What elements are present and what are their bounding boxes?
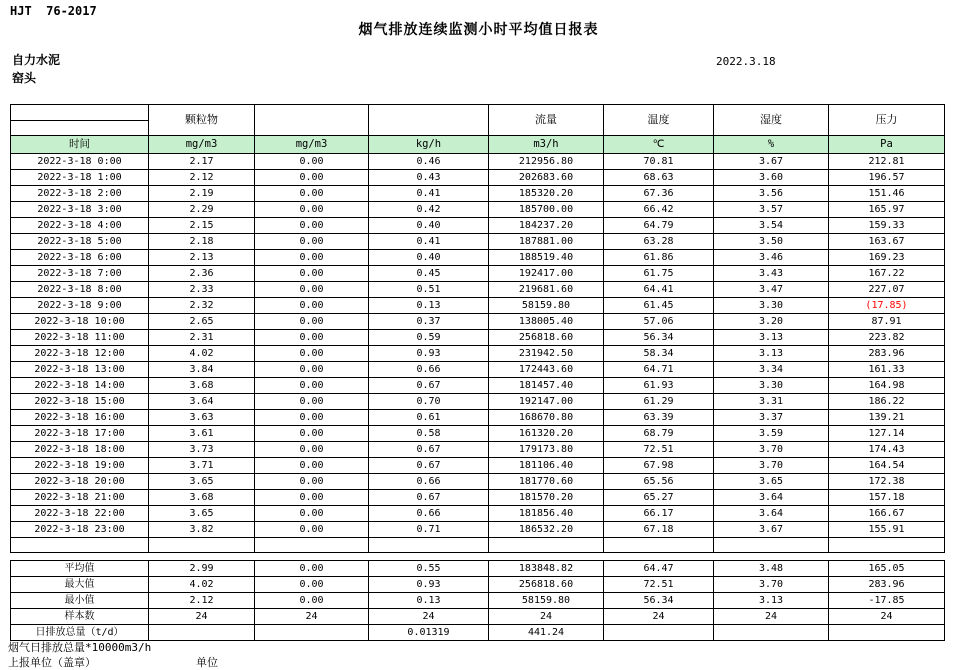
summary-value-cell [149, 625, 255, 641]
value-cell: 192417.00 [489, 266, 604, 282]
value-cell: 3.50 [714, 234, 829, 250]
value-cell: 167.22 [829, 266, 945, 282]
value-cell: 66.17 [604, 506, 714, 522]
value-cell: 3.56 [714, 186, 829, 202]
value-cell: 0.00 [255, 234, 369, 250]
table-row [11, 234, 945, 250]
table-row [11, 154, 945, 170]
summary-value-cell: 165.05 [829, 561, 945, 577]
summary-value-cell: 24 [714, 609, 829, 625]
value-cell: 3.13 [714, 330, 829, 346]
summary-value-cell: 283.96 [829, 577, 945, 593]
time-cell: 2022-3-18 18:00 [11, 442, 149, 458]
value-cell: 61.93 [604, 378, 714, 394]
value-cell: 0.40 [369, 218, 489, 234]
value-cell: 196.57 [829, 170, 945, 186]
table-row [11, 346, 945, 362]
unit-mg-m3-2: mg/m3 [255, 136, 369, 154]
value-cell: 3.13 [714, 346, 829, 362]
value-cell: 0.42 [369, 202, 489, 218]
time-cell: 2022-3-18 23:00 [11, 522, 149, 538]
value-cell: 231942.50 [489, 346, 604, 362]
value-cell: 0.00 [255, 346, 369, 362]
value-cell: 3.68 [149, 378, 255, 394]
value-cell: 0.70 [369, 394, 489, 410]
unit-pa: Pa [829, 136, 945, 154]
table-row [11, 266, 945, 282]
table-row [11, 410, 945, 426]
header-humidity: 湿度 [714, 105, 829, 136]
value-cell: 168670.80 [489, 410, 604, 426]
value-cell: 0.00 [255, 394, 369, 410]
value-cell: 57.06 [604, 314, 714, 330]
value-cell: 0.00 [255, 506, 369, 522]
value-cell: 192147.00 [489, 394, 604, 410]
value-cell: 3.73 [149, 442, 255, 458]
value-cell: 0.67 [369, 458, 489, 474]
value-cell: 0.00 [255, 362, 369, 378]
summary-value-cell: 0.01319 [369, 625, 489, 641]
summary-row [11, 561, 945, 577]
unit-label: 单位 [196, 657, 218, 669]
value-cell: 3.64 [149, 394, 255, 410]
value-cell: 212.81 [829, 154, 945, 170]
header-particulate: 颗粒物 [149, 105, 255, 136]
value-cell: 0.00 [255, 330, 369, 346]
value-cell: 172.38 [829, 474, 945, 490]
value-cell: 165.97 [829, 202, 945, 218]
value-cell: 0.00 [255, 458, 369, 474]
time-cell: 2022-3-18 2:00 [11, 186, 149, 202]
value-cell: 185320.20 [489, 186, 604, 202]
value-cell: 0.45 [369, 266, 489, 282]
value-cell: 2.36 [149, 266, 255, 282]
value-cell: 0.00 [255, 298, 369, 314]
time-cell: 2022-3-18 5:00 [11, 234, 149, 250]
header-temperature: 温度 [604, 105, 714, 136]
value-cell: 283.96 [829, 346, 945, 362]
time-cell: 2022-3-18 3:00 [11, 202, 149, 218]
value-cell: 164.54 [829, 458, 945, 474]
value-cell: 3.61 [149, 426, 255, 442]
summary-value-cell: 441.24 [489, 625, 604, 641]
value-cell: 61.29 [604, 394, 714, 410]
table-row [11, 314, 945, 330]
blank-row [11, 538, 945, 553]
value-cell: 0.67 [369, 378, 489, 394]
value-cell: 0.00 [255, 474, 369, 490]
value-cell: 181856.40 [489, 506, 604, 522]
table-row [11, 170, 945, 186]
table-row [11, 298, 945, 314]
value-cell: 151.46 [829, 186, 945, 202]
value-cell: 0.41 [369, 234, 489, 250]
summary-value-cell: 0.55 [369, 561, 489, 577]
value-cell: 0.00 [255, 170, 369, 186]
value-cell: 87.91 [829, 314, 945, 330]
value-cell: 66.42 [604, 202, 714, 218]
value-cell: 0.00 [255, 202, 369, 218]
table-row [11, 218, 945, 234]
summary-value-cell: 3.13 [714, 593, 829, 609]
table-row [11, 394, 945, 410]
value-cell: 3.54 [714, 218, 829, 234]
table-row [11, 474, 945, 490]
value-cell: 61.86 [604, 250, 714, 266]
table-row [11, 426, 945, 442]
table-row [11, 490, 945, 506]
value-cell: 68.79 [604, 426, 714, 442]
time-cell: 2022-3-18 11:00 [11, 330, 149, 346]
summary-row [11, 609, 945, 625]
table-row [11, 186, 945, 202]
summary-value-cell: 24 [255, 609, 369, 625]
value-cell: 3.47 [714, 282, 829, 298]
time-cell: 2022-3-18 8:00 [11, 282, 149, 298]
value-cell: 3.20 [714, 314, 829, 330]
summary-value-cell: 3.70 [714, 577, 829, 593]
value-cell: 0.58 [369, 426, 489, 442]
value-cell: 65.27 [604, 490, 714, 506]
value-cell: 3.57 [714, 202, 829, 218]
value-cell: 61.75 [604, 266, 714, 282]
value-cell: 2.15 [149, 218, 255, 234]
value-cell: 3.59 [714, 426, 829, 442]
table-row [11, 330, 945, 346]
time-cell: 2022-3-18 21:00 [11, 490, 149, 506]
summary-value-cell: 24 [489, 609, 604, 625]
table-row [11, 522, 945, 538]
summary-value-cell: 3.48 [714, 561, 829, 577]
value-cell: 187881.00 [489, 234, 604, 250]
value-cell: 3.37 [714, 410, 829, 426]
value-cell: 0.67 [369, 442, 489, 458]
value-cell: 61.45 [604, 298, 714, 314]
summary-value-cell: 64.47 [604, 561, 714, 577]
value-cell: 181570.20 [489, 490, 604, 506]
value-cell: 2.13 [149, 250, 255, 266]
value-cell: 0.00 [255, 410, 369, 426]
value-cell: 139.21 [829, 410, 945, 426]
value-cell: 3.60 [714, 170, 829, 186]
value-cell: 0.59 [369, 330, 489, 346]
value-cell: 0.13 [369, 298, 489, 314]
value-cell: 181457.40 [489, 378, 604, 394]
value-cell: 159.33 [829, 218, 945, 234]
value-cell: 0.00 [255, 218, 369, 234]
value-cell: 179173.80 [489, 442, 604, 458]
value-cell: 138005.40 [489, 314, 604, 330]
unit-mg-m3-1: mg/m3 [149, 136, 255, 154]
value-cell: 0.61 [369, 410, 489, 426]
value-cell: 0.00 [255, 314, 369, 330]
value-cell: 227.07 [829, 282, 945, 298]
summary-value-cell: 56.34 [604, 593, 714, 609]
summary-value-cell: 24 [829, 609, 945, 625]
value-cell: 186532.20 [489, 522, 604, 538]
summary-value-cell: 183848.82 [489, 561, 604, 577]
value-cell: 0.66 [369, 474, 489, 490]
value-cell: 58.34 [604, 346, 714, 362]
value-cell: 0.51 [369, 282, 489, 298]
summary-value-cell: 24 [149, 609, 255, 625]
value-cell: 212956.80 [489, 154, 604, 170]
header-blank-2 [369, 105, 489, 136]
summary-value-cell [604, 625, 714, 641]
summary-value-cell: 2.12 [149, 593, 255, 609]
summary-value-cell [714, 625, 829, 641]
value-cell: 64.79 [604, 218, 714, 234]
summary-row [11, 593, 945, 609]
value-cell: 184237.20 [489, 218, 604, 234]
summary-value-cell: 0.13 [369, 593, 489, 609]
value-cell: 0.41 [369, 186, 489, 202]
value-cell: 2.19 [149, 186, 255, 202]
value-cell: 0.00 [255, 282, 369, 298]
value-cell: 0.40 [369, 250, 489, 266]
value-cell: 0.46 [369, 154, 489, 170]
value-cell: 67.36 [604, 186, 714, 202]
report-table [10, 104, 945, 641]
value-cell: 3.46 [714, 250, 829, 266]
time-cell: 2022-3-18 13:00 [11, 362, 149, 378]
time-header-bottom-cell [11, 121, 149, 136]
value-cell: 3.67 [714, 522, 829, 538]
time-cell: 2022-3-18 17:00 [11, 426, 149, 442]
time-cell: 2022-3-18 15:00 [11, 394, 149, 410]
summary-value-cell: 0.00 [255, 577, 369, 593]
value-cell: 3.67 [714, 154, 829, 170]
value-cell: 3.65 [714, 474, 829, 490]
value-cell: 0.66 [369, 506, 489, 522]
value-cell: 0.37 [369, 314, 489, 330]
value-cell: 223.82 [829, 330, 945, 346]
value-cell: 0.00 [255, 426, 369, 442]
time-cell: 2022-3-18 19:00 [11, 458, 149, 474]
summary-value-cell: 24 [604, 609, 714, 625]
table-row [11, 378, 945, 394]
value-cell: 64.41 [604, 282, 714, 298]
group-header-row [11, 105, 945, 121]
value-cell: 65.56 [604, 474, 714, 490]
value-cell: 3.63 [149, 410, 255, 426]
value-cell: 169.23 [829, 250, 945, 266]
value-cell: 0.00 [255, 250, 369, 266]
time-cell: 2022-3-18 7:00 [11, 266, 149, 282]
value-cell: 67.18 [604, 522, 714, 538]
summary-value-cell: 0.00 [255, 561, 369, 577]
value-cell: 186.22 [829, 394, 945, 410]
table-row [11, 250, 945, 266]
summary-value-cell: 0.93 [369, 577, 489, 593]
unit-kg-h: kg/h [369, 136, 489, 154]
value-cell: 256818.60 [489, 330, 604, 346]
value-cell: 3.65 [149, 506, 255, 522]
value-cell: 0.71 [369, 522, 489, 538]
unit-row [11, 136, 945, 154]
value-cell: 3.30 [714, 378, 829, 394]
unit-m3-h: m3/h [489, 136, 604, 154]
value-cell: 161320.20 [489, 426, 604, 442]
value-cell: 0.00 [255, 522, 369, 538]
value-cell: 188519.40 [489, 250, 604, 266]
value-cell: 3.43 [714, 266, 829, 282]
footer-note: 烟气日排放总量*10000m3/h [8, 641, 152, 654]
value-cell: 0.00 [255, 378, 369, 394]
value-cell: 2.18 [149, 234, 255, 250]
summary-row [11, 577, 945, 593]
value-cell: 3.34 [714, 362, 829, 378]
value-cell: 2.31 [149, 330, 255, 346]
value-cell: 63.28 [604, 234, 714, 250]
value-cell: 2.33 [149, 282, 255, 298]
report-unit-label: 上报单位（盖章） [8, 657, 96, 669]
value-cell: 3.65 [149, 474, 255, 490]
summary-value-cell: 2.99 [149, 561, 255, 577]
value-cell: 0.93 [369, 346, 489, 362]
value-cell: 0.00 [255, 154, 369, 170]
value-cell: 0.66 [369, 362, 489, 378]
table-row [11, 506, 945, 522]
table-row [11, 362, 945, 378]
value-cell: 3.70 [714, 442, 829, 458]
value-cell: 64.71 [604, 362, 714, 378]
report-date: 2022.3.18 [716, 55, 776, 68]
time-cell: 2022-3-18 12:00 [11, 346, 149, 362]
unit-time: 时间 [11, 136, 149, 154]
table-row [11, 202, 945, 218]
header-pressure: 压力 [829, 105, 945, 136]
value-cell: 181106.40 [489, 458, 604, 474]
value-cell: 172443.60 [489, 362, 604, 378]
value-cell: 0.00 [255, 266, 369, 282]
time-cell: 2022-3-18 0:00 [11, 154, 149, 170]
value-cell: 3.30 [714, 298, 829, 314]
value-cell: 157.18 [829, 490, 945, 506]
time-cell: 2022-3-18 10:00 [11, 314, 149, 330]
summary-value-cell: 0.00 [255, 593, 369, 609]
value-cell: 3.64 [714, 506, 829, 522]
value-cell: 3.82 [149, 522, 255, 538]
value-cell: 3.68 [149, 490, 255, 506]
summary-label: 样本数 [11, 609, 149, 625]
value-cell: 0.00 [255, 186, 369, 202]
value-cell: (17.85) [829, 298, 945, 314]
value-cell: 63.39 [604, 410, 714, 426]
time-cell: 2022-3-18 16:00 [11, 410, 149, 426]
summary-value-cell: 4.02 [149, 577, 255, 593]
value-cell: 181770.60 [489, 474, 604, 490]
standard-code: HJT 76-2017 [10, 4, 97, 18]
value-cell: 155.91 [829, 522, 945, 538]
summary-value-cell [255, 625, 369, 641]
value-cell: 161.33 [829, 362, 945, 378]
time-cell: 2022-3-18 22:00 [11, 506, 149, 522]
value-cell: 2.32 [149, 298, 255, 314]
value-cell: 3.84 [149, 362, 255, 378]
value-cell: 0.00 [255, 490, 369, 506]
summary-label: 最大值 [11, 577, 149, 593]
time-header-top-cell [11, 105, 149, 121]
value-cell: 0.43 [369, 170, 489, 186]
report-title: 烟气排放连续监测小时平均值日报表 [358, 21, 599, 37]
summary-label: 日排放总量（t/d） [11, 625, 149, 641]
summary-label: 最小值 [11, 593, 149, 609]
value-cell: 127.14 [829, 426, 945, 442]
value-cell: 3.70 [714, 458, 829, 474]
time-cell: 2022-3-18 4:00 [11, 218, 149, 234]
summary-value-cell: 72.51 [604, 577, 714, 593]
time-cell: 2022-3-18 20:00 [11, 474, 149, 490]
time-cell: 2022-3-18 14:00 [11, 378, 149, 394]
time-cell: 2022-3-18 1:00 [11, 170, 149, 186]
value-cell: 72.51 [604, 442, 714, 458]
time-cell: 2022-3-18 9:00 [11, 298, 149, 314]
value-cell: 202683.60 [489, 170, 604, 186]
value-cell: 163.67 [829, 234, 945, 250]
value-cell: 70.81 [604, 154, 714, 170]
value-cell: 3.31 [714, 394, 829, 410]
table-row [11, 442, 945, 458]
value-cell: 4.02 [149, 346, 255, 362]
table-row [11, 282, 945, 298]
spacer-row [11, 553, 945, 561]
time-cell: 2022-3-18 6:00 [11, 250, 149, 266]
value-cell: 2.65 [149, 314, 255, 330]
value-cell: 3.71 [149, 458, 255, 474]
summary-value-cell: 24 [369, 609, 489, 625]
value-cell: 185700.00 [489, 202, 604, 218]
summary-value-cell: 58159.80 [489, 593, 604, 609]
value-cell: 68.63 [604, 170, 714, 186]
summary-value-cell: -17.85 [829, 593, 945, 609]
value-cell: 164.98 [829, 378, 945, 394]
value-cell: 0.00 [255, 442, 369, 458]
summary-label: 平均值 [11, 561, 149, 577]
value-cell: 67.98 [604, 458, 714, 474]
unit-percent: % [714, 136, 829, 154]
station-name: 窑头 [12, 71, 37, 85]
value-cell: 2.29 [149, 202, 255, 218]
value-cell: 2.12 [149, 170, 255, 186]
value-cell: 166.67 [829, 506, 945, 522]
company-name: 自力水泥 [12, 53, 61, 67]
unit-celsius: ℃ [604, 136, 714, 154]
summary-value-cell [829, 625, 945, 641]
value-cell: 3.64 [714, 490, 829, 506]
header-blank-1 [255, 105, 369, 136]
value-cell: 58159.80 [489, 298, 604, 314]
table-row [11, 458, 945, 474]
value-cell: 174.43 [829, 442, 945, 458]
value-cell: 0.67 [369, 490, 489, 506]
summary-value-cell: 256818.60 [489, 577, 604, 593]
value-cell: 2.17 [149, 154, 255, 170]
value-cell: 56.34 [604, 330, 714, 346]
header-flow: 流量 [489, 105, 604, 136]
value-cell: 219681.60 [489, 282, 604, 298]
